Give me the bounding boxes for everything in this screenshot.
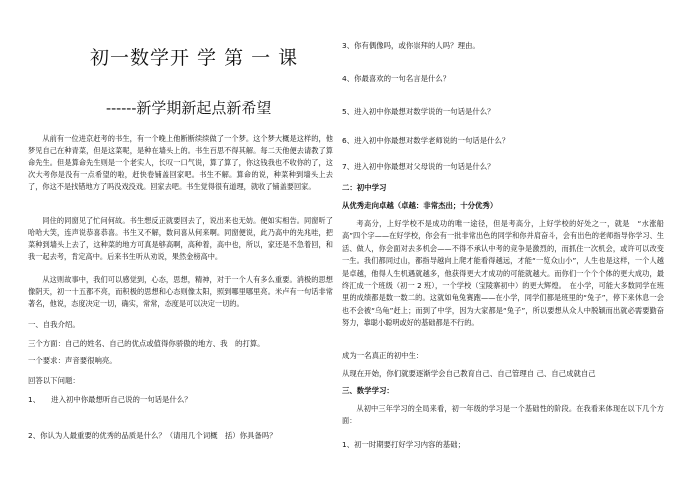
question-2: 2、你认为人最重要的优秀的品质是什么？（请用几个词概 括）你具备吗？ bbox=[28, 431, 277, 440]
question-3: 3、你有偶像吗，或你崇拜的人吗？理由。 bbox=[342, 41, 480, 50]
story-paragraph-1: 从前有一位进京赶考的书生，有一个晚上他断断续续做了一个梦。这个梦大概是这样的，他梦见自己在种青菜，但是这菜呢，是种在墙头上的。书生百思不得其解。每二天他便去请教了算命先生。但是算命先生则是一个老实人，长叹一口气说，算了算了，你这钱我也不收你的了，这次大考你是没有一点希望的啦，赶快卷铺盖回家吧。书生不解。算命的说，种菜种到墙头上去了，你这不是找错地方了吗没戏没戏。回家去吧。书生觉得很有道理，就收了铺盖要回家。 bbox=[28, 134, 333, 191]
self-management-line: 从现在开始，你们就要逐渐学会自己教育自己、自己管理自 己、自己成就自己 bbox=[342, 369, 596, 378]
section-junior-study: 二：初中学习 bbox=[342, 183, 387, 192]
section-self-intro: 一、自我介绍。 bbox=[28, 320, 80, 329]
section-math-study: 三、数学学习： bbox=[342, 386, 394, 395]
question-7: 7、进入初中你最想对父母说的一句话是什么？ bbox=[342, 162, 495, 171]
intro-aspects: 三个方面：自己的姓名、自己的优点或值得你骄傲的地方、我 的打算。 bbox=[28, 339, 265, 348]
question-4: 4、你最喜欢的一句名言是什么？ bbox=[342, 74, 451, 83]
question-6: 6、进入初中你最想对数学老师说的一句话是什么？ bbox=[342, 136, 510, 145]
math-point-1: 1、初一时期要打好学习内容的基础； bbox=[342, 440, 465, 449]
study-paragraph: 考高分，上好学校不是成功的唯一途径，但是考高分，上好学校的好处之一，就是 “水涨船高”四个字——在好学校，你会有一批非常出色的同学和你并肩奋斗，会有出色的老师指导你学习、生活、做人，你会面对去多机会——不得不承认中考的竞争是激烈的，而抓住一次机会，或许可以改变一生。我们都同过山，都指导越向上爬才能看得越远，才能“一览众山小”，人生也是这样，一个人越是卓越，他得人生机遇就越多，他获得更大才成功的可能就越大。而你们一个个个体的更大成功，最终汇成一个班级（初一 2 班），一个学校（宝陵寨初中）的更大辉煌。 在小学，可能大多数同学在班里的成绩都是数一数二的。这就如龟兔赛跑——在小学，同学们都是班里的“兔子”，停下来休息一会也不会被“乌龟”赶上；而到了中学，因为大家都是“兔子”，所以要想从众人中脱颖而出就必需要勤奋努力，靠聪小聪明或好的基础都是不行的。 bbox=[342, 219, 664, 328]
true-student-heading: 成为一名真正的初中生： bbox=[342, 351, 424, 360]
intro-requirement: 一个要求：声音要很响亮。 bbox=[28, 356, 117, 365]
excellence-heading: 从优秀走向卓越（卓越：非常杰出；十分优秀） bbox=[342, 201, 498, 210]
story-paragraph-2: 同住的同窗见了忙问何故。书生想反正就要回去了，说出来也无妨。便如实相告。同窗听了哈哈大笑，连声说恭喜恭喜。书生又不解，数问喜从何来啊。同窗便说，此乃高中的先兆哇，把菜种到墙头上去了，这种菜的地方可真是够高啊，高种着，高中也，所以，家还是不急着回，和我一起去考，肯定高中。后来书生听从劝说，果然金榜高中。 bbox=[28, 216, 333, 261]
story-paragraph-3: 从这则故事中，我们可以感觉到，心态，思想，精神，对于一个人有多么重要。消极的思想像阴天，初一十五都不亮，而积极的思想和心态则像太阳，照到哪里哪里亮。米卢有一句话非常著名，他说，态度决定一切，确实，常常，态度是可以决定一切的。 bbox=[28, 275, 333, 308]
questions-heading: 回答以下问题： bbox=[28, 376, 80, 385]
page-subtitle: ------新学期新起点新希望 bbox=[106, 99, 272, 117]
question-5: 5、进入初中你最想对数学说的一句话是什么？ bbox=[342, 107, 495, 116]
page-title: 初一数学开 学 第 一 课 bbox=[90, 47, 299, 69]
question-1: 1、 进入初中你最想听自己说的一句话是什么？ bbox=[28, 395, 192, 404]
math-paragraph: 从初中三年学习的全局来看，初一年级的学习是一个基础性的阶段。在我看来体现在以下几个方面： bbox=[342, 404, 664, 425]
